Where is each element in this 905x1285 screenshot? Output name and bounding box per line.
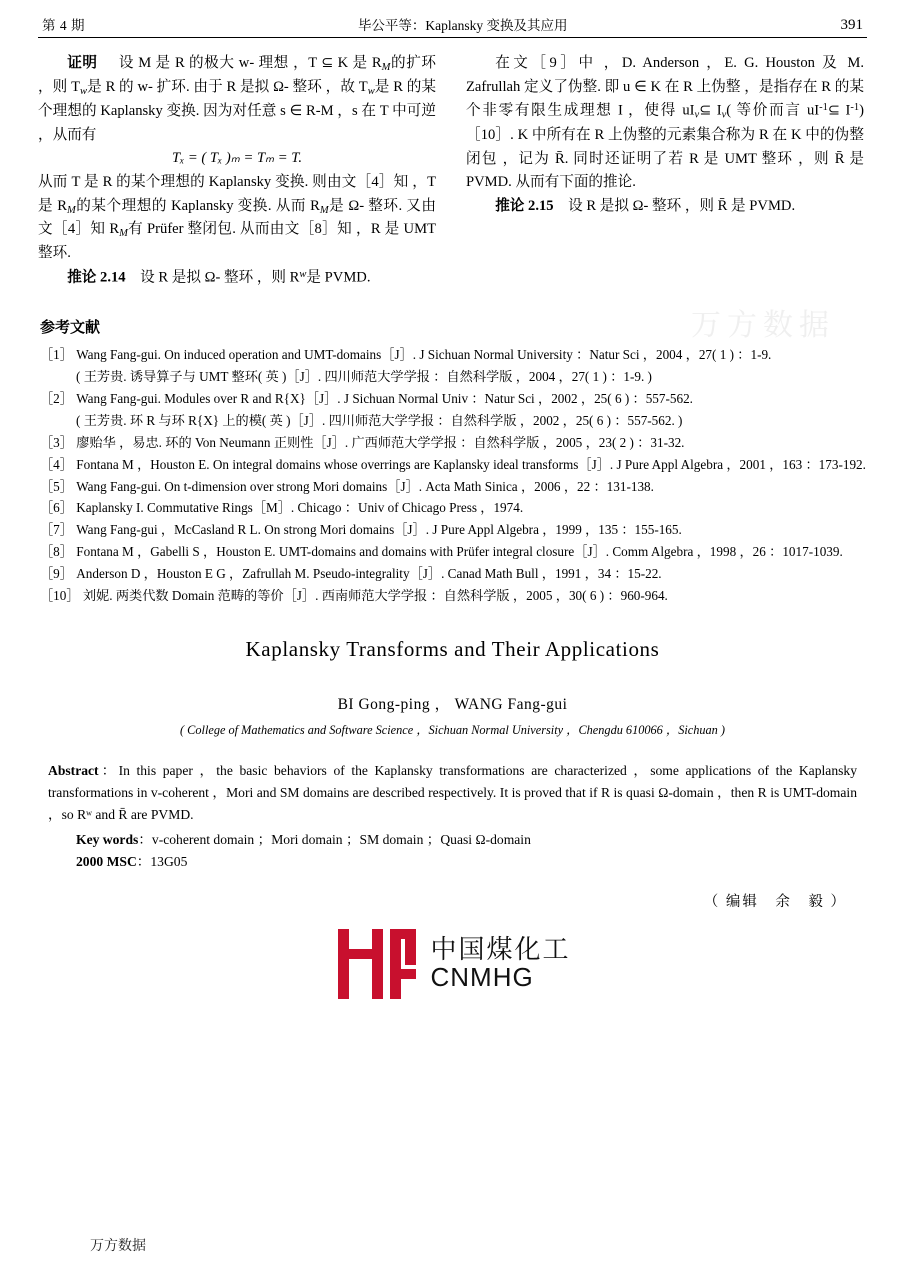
logo-text-block bbox=[430, 934, 571, 992]
display-equation: Tₓ = ( Tₓ )ₘ = Tₘ = T. bbox=[172, 150, 302, 167]
reference-text: Wang Fang-gui. On t-dimension over strong Mori domains［J］. Acta Math Sinica ，2006 ，22 ：131-138. bbox=[76, 478, 654, 494]
reference-text: Wang Fang-gui ，McCasland R L. On strong Mori domains［J］. J Pure Appl Algebra ，1999 ，135 ：155-165. bbox=[76, 522, 682, 538]
header-divider bbox=[38, 37, 867, 38]
reference-text: Wang Fang-gui. On induced operation and UMT-domains［J］. J Sichuan Normal University ：Natur Sci ，2004 ，27( 1 ) ：1-9. bbox=[76, 347, 772, 363]
proof-text-8: 有 Prüfer 整闭包. 从而由文［8］知 ，R 是 UMT 整环. bbox=[38, 221, 436, 262]
reference-item bbox=[40, 433, 867, 454]
reference-number: ［5］ bbox=[40, 478, 73, 494]
right-sup-1: -1 bbox=[819, 102, 828, 114]
msc-text: ：13G05 bbox=[136, 853, 188, 869]
issue-label: 第 4 期 bbox=[42, 18, 85, 33]
reference-number: ［7］ bbox=[40, 522, 73, 538]
reference-text: 廖贻华 ，易忠. 环的 Von Neumann 正则性［J］. 广西师范大学学报 ：自然科学版 ，2005 ，23( 2 ) ：31-32. bbox=[76, 434, 685, 450]
right-sub-1: v bbox=[694, 109, 700, 121]
abstract-label: Abstract bbox=[48, 762, 99, 778]
keywords-label: Key words bbox=[76, 831, 139, 847]
english-authors: BI Gong-ping ， WANG Fang-gui bbox=[337, 695, 568, 713]
publisher-logo bbox=[38, 925, 867, 1003]
corollary-2-15-text: 设 R 是拟 Ω- 整环 ，则 R̄ 是 PVMD. bbox=[568, 197, 796, 214]
proof-text-7: 是 Ω- 整环. 又由文［4］知 R bbox=[38, 197, 436, 238]
reference-item bbox=[40, 498, 867, 519]
reference-item bbox=[40, 520, 867, 541]
proof-text-2: 的扩环 ，则 T bbox=[38, 55, 436, 95]
proof-sub-3: w bbox=[367, 85, 375, 97]
right-text-5: )［10］. K 中所有在 R 上伪整的元素集合称为 R 在 K 中的伪整闭包 ，记为 R̄. 同时还证明了若 R 是 UMT 整环 ，则 R̄ 是 PVMD. 从而有下面的推论. bbox=[466, 103, 864, 191]
reference-item bbox=[40, 345, 867, 366]
reference-number: ［9］ bbox=[40, 566, 73, 582]
abstract-block bbox=[48, 760, 857, 826]
proof-text-4: 是 R 的某个理想的 Kaplansky 变换. 因为对任意 s ∈ R-M ，s 在 T 中可逆 ，从而有 bbox=[38, 78, 436, 143]
reference-text: 刘妮. 两类代数 Domain 范畴的等价［J］. 西南师范大学学报 ：自然科学版 ，2005 ，30( 6 ) ：960-964. bbox=[82, 587, 668, 603]
abstract-text: ：In this paper ，the basic behaviors of the Kaplansky transformations are characterized ，some applications of the Kaplansky transformations in v-coherent ，Mori and SM domains are described respectively. It is proved that if R is quasi Ω-domain ，then R is UMT-domain ，so Rʷ and R̄ are PVMD. bbox=[48, 762, 857, 822]
running-head bbox=[38, 0, 867, 37]
cnmhg-logo-mark-icon bbox=[334, 925, 420, 1003]
right-sub-2: v bbox=[721, 109, 727, 121]
reference-number: ［10］ bbox=[40, 587, 80, 603]
reference-item bbox=[40, 586, 867, 607]
running-title: 毕公平等：Kaplansky 变换及其应用 bbox=[357, 18, 568, 33]
proof-paragraph-2 bbox=[38, 171, 436, 266]
corollary-2-14-text: 设 R 是拟 Ω- 整环 ，则 R bbox=[140, 269, 300, 286]
pseudo-integral-paragraph bbox=[466, 52, 864, 195]
right-text-2: ⊆ I bbox=[699, 103, 722, 119]
proof-text-6: 的某个理想的 Kaplansky 变换. 从而 R bbox=[75, 197, 320, 214]
proof-text-1: 设 M 是 R 的极大 w- 理想 ，T ⊆ K 是 R bbox=[118, 55, 382, 71]
reference-item bbox=[40, 477, 867, 498]
proof-paragraph bbox=[38, 52, 436, 147]
corollary-2-15 bbox=[466, 195, 864, 219]
page-number: 391 bbox=[840, 17, 863, 33]
proof-text-5: 从而 T 是 R 的某个理想的 Kaplansky 变换. 则由文［4］知 ，T 是 R bbox=[38, 173, 436, 214]
reference-item bbox=[40, 389, 867, 410]
proof-sub-6: M bbox=[119, 228, 128, 240]
proof-label: 证明 bbox=[67, 55, 98, 71]
keywords-block bbox=[48, 828, 857, 848]
reference-text: Fontana M ，Gabelli S ，Houston E. UMT-domains and domains with Prüfer integral closure［J］. Comm Algebra ，1998 ，26 ：1017-1039. bbox=[76, 544, 843, 560]
proof-sub-1: M bbox=[381, 61, 391, 73]
reference-item-sub bbox=[76, 411, 867, 432]
right-sup-2: -1 bbox=[850, 102, 860, 114]
references-heading: 参考文献 bbox=[40, 320, 101, 337]
logo-chinese-text: 中国煤化工 bbox=[430, 934, 571, 965]
keywords-text: ：v-coherent domain ；Mori domain ；SM domain ；Quasi Ω-domain bbox=[138, 831, 531, 847]
proof-sub-4: M bbox=[67, 204, 76, 216]
watermark-text: 万方数据 bbox=[691, 309, 835, 342]
corollary-2-15-label: 推论 2.15 bbox=[495, 197, 554, 214]
corollary-2-14-text2: 是 PVMD. bbox=[306, 269, 371, 286]
logo-english-text: CNMHG bbox=[430, 961, 534, 992]
corollary-2-14-label: 推论 2.14 bbox=[67, 269, 126, 286]
reference-text: Kaplansky I. Commutative Rings［M］. Chicago ：Univ of Chicago Press ，1974. bbox=[76, 500, 524, 516]
reference-number: ［3］ bbox=[40, 434, 73, 450]
proof-sub-5: M bbox=[319, 204, 329, 216]
body-columns bbox=[38, 52, 867, 290]
english-title: Kaplansky Transforms and Their Applications bbox=[245, 636, 660, 661]
right-column bbox=[466, 52, 864, 290]
proof-sub-2: w bbox=[80, 85, 88, 97]
right-text-3: ( 等价而言 uI bbox=[726, 103, 820, 119]
reference-number: ［4］ bbox=[40, 456, 73, 472]
proof-text-3: 是 R 的 w- 扩环. 由于 R 是拟 Ω- 整环 ，故 T bbox=[87, 78, 368, 95]
footer-watermark: 万方数据 bbox=[90, 1239, 146, 1254]
msc-label: 2000 MSC bbox=[76, 853, 137, 869]
reference-number: ［1］ bbox=[40, 347, 73, 363]
reference-number: ［2］ bbox=[40, 391, 73, 407]
reference-number: ［6］ bbox=[40, 500, 73, 516]
reference-item bbox=[40, 455, 867, 476]
english-affiliation: ( College of Mathematics and Software Science ，Sichuan Normal University ，Chengdu 610066 ，Sichuan ) bbox=[180, 722, 725, 737]
reference-number: ［8］ bbox=[40, 544, 73, 560]
msc-block bbox=[48, 850, 857, 870]
references-list bbox=[38, 345, 867, 606]
reference-item bbox=[40, 542, 867, 563]
reference-text: Wang Fang-gui. Modules over R and R{X}［J］. J Sichuan Normal Univ ：Natur Sci ，2002 ，25( 6 ) ：557-562. bbox=[76, 391, 693, 407]
reference-subtext: ( 王芳贵. 环 R 与环 R{X} 上的模( 英 )［J］. 四川师范大学学报 ：自然科学版 ，2002 ，25( 6 ) ：557-562. ) bbox=[76, 413, 683, 429]
corollary-2-14-sup: w bbox=[299, 269, 307, 281]
editor-credit: （ 编辑 余 毅 ） bbox=[703, 893, 847, 910]
right-text-4: ⊆ I bbox=[827, 103, 851, 119]
corollary-2-14 bbox=[38, 266, 436, 290]
left-column bbox=[38, 52, 436, 290]
reference-item-sub bbox=[76, 367, 867, 388]
right-text-1: 在文［9］中 ，D. Anderson ，E. G. Houston 及 M. Zafrullah 定义了伪整. 即 u ∈ K 在 R 上伪整 ，是指存在 R 的某个非零有限生成理想 I ，使得 uI bbox=[466, 55, 864, 119]
reference-text: Fontana M ，Houston E. On integral domains whose overrings are Kaplansky ideal transforms［J］. J Pure Appl Algebra ，2001 ，163 ：173-192. bbox=[76, 456, 866, 472]
reference-text: Anderson D ，Houston E G ，Zafrullah M. Pseudo-integrality［J］. Canad Math Bull ，1991 ，34 ：15-22. bbox=[76, 566, 662, 582]
reference-item bbox=[40, 564, 867, 585]
reference-subtext: ( 王芳贵. 诱导算子与 UMT 整环( 英 )［J］. 四川师范大学学报 ：自然科学版 ，2004 ，27( 1 ) ：1-9. ) bbox=[76, 369, 652, 385]
